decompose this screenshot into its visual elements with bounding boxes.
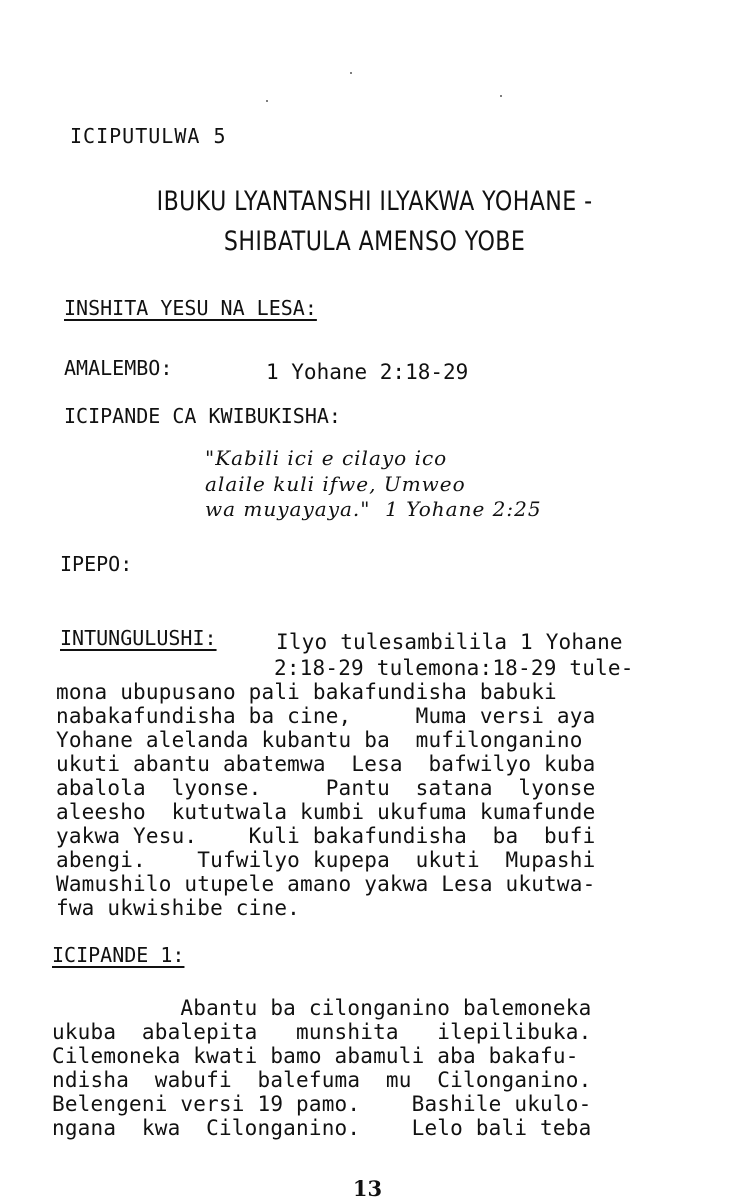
section-1-label: ICIPANDE 1: <box>52 943 185 967</box>
intro-line: fwa ukwishibe cine. <box>56 896 301 920</box>
intro-line: Yohane alelanda kubantu ba mufilonganino <box>56 728 583 752</box>
amalembo-reference: 1 Yohane 2:18-29 <box>266 360 469 384</box>
intro-line: mona ubupusano pali bakafundisha babuki <box>56 680 557 704</box>
intro-line: aleesho kututwala kumbi ukufuma kumafunde <box>56 800 596 824</box>
intro-line: abengi. Tufwilyo kupepa ukuti Mupashi <box>56 848 596 872</box>
memory-verse-line: wa muyayaya." 1 Yohane 2:25 <box>205 497 542 521</box>
section-1-line: Cilemoneka kwati bamo abamuli aba bakafu- <box>52 1044 579 1068</box>
scan-speck <box>266 100 268 102</box>
intro-line: Ilyo tulesambilila 1 Yohane <box>276 630 623 654</box>
intro-line: 2:18-29 tulemona:18-29 tule- <box>274 656 634 680</box>
scan-speck <box>350 72 352 74</box>
title-line-1: IBUKU LYANTANSHI ILYAKWA YOHANE - <box>156 186 593 217</box>
intro-line: Wamushilo utupele amano yakwa Lesa ukutwa- <box>56 872 596 896</box>
section-1-line: Belengeni versi 19 pamo. Bashile ukulo- <box>52 1092 592 1116</box>
section-1-line: Abantu ba cilonganino balemoneka <box>52 996 592 1020</box>
amalembo-label: AMALEMBO: <box>64 356 173 380</box>
memory-verse-line: "Kabili ici e cilayo ico <box>205 446 448 470</box>
intro-line: nabakafundisha ba cine, Muma versi aya <box>56 704 596 728</box>
section-heading-inshita: INSHITA YESU NA LESA: <box>64 296 317 320</box>
intro-line: yakwa Yesu. Kuli bakafundisha ba bufi <box>56 824 596 848</box>
intro-line: ukuti abantu abatemwa Lesa bafwilyo kuba <box>56 752 596 776</box>
memory-verse-label: ICIPANDE CA KWIBUKISHA: <box>64 404 341 428</box>
title-line-2: SHIBATULA AMENSO YOBE <box>223 226 526 257</box>
intro-label: INTUNGULUSHI: <box>60 626 217 650</box>
intro-line: abalola lyonse. Pantu satana lyonse <box>56 776 596 800</box>
section-1-line: ukuba abalepita munshita ilepilibuka. <box>52 1020 592 1044</box>
ipepo-label: IPEPO: <box>60 552 133 576</box>
section-1-line: ngana kwa Cilonganino. Lelo bali teba <box>52 1116 592 1140</box>
chapter-heading: ICIPUTULWA 5 <box>70 124 227 148</box>
section-1-line: ndisha wabufi balefuma mu Cilonganino. <box>52 1068 592 1092</box>
page-number: 13 <box>352 1176 383 1201</box>
memory-verse-line: alaile kuli ifwe, Umweo <box>205 472 466 496</box>
scan-speck <box>500 95 502 97</box>
